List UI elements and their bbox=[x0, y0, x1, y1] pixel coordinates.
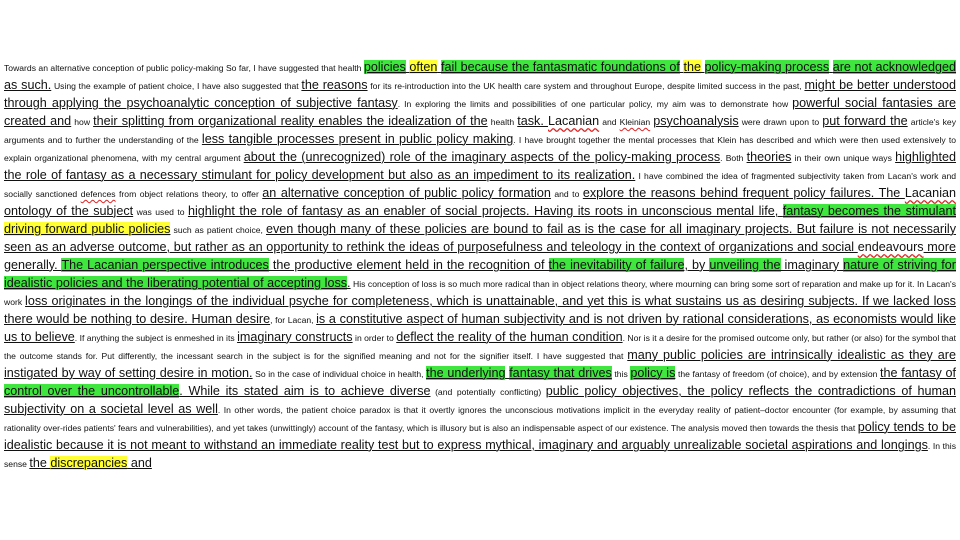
underlined-text: policy tends to be idealistic because it is not meant to withstand an immediate reality test but to express mythical, imaginary and arguably unrealizable societal aspirations and longings bbox=[4, 420, 956, 452]
green-highlight: fail because the fantasmatic foundations of bbox=[440, 60, 680, 74]
text-segment: and to bbox=[550, 189, 583, 199]
green-highlight: policy-making process bbox=[704, 60, 830, 74]
yellow-highlight: driving forward public policies bbox=[4, 222, 171, 236]
text-segment: So in the case of individual choice in health, bbox=[252, 369, 427, 379]
green-highlight: The Lacanian perspective introduces bbox=[61, 258, 269, 272]
text-segment: the fantasy of freedom (of choice), and by extension bbox=[675, 369, 880, 379]
underlined-text: deflect the reality of the human condition bbox=[396, 330, 623, 344]
underlined-text: . bbox=[347, 276, 351, 290]
underlined-text: psychoanalysis bbox=[653, 114, 739, 128]
underlined-text: about the (unrecognized) role of the imaginary aspects of the policy-making process bbox=[243, 150, 721, 164]
green-highlight: policies bbox=[363, 60, 406, 74]
text-segment: . I have brought together the mental processes that Klein has described and which were then used extensively to explain organizational phenomena, with my central argument bbox=[4, 135, 956, 163]
underlined-text: loss originates in the longings of the individual psyche for completeness, which is unattainable, and yet this is what sustains us as desiring subjects. If we lacked loss there would be nothing to desire. Human desire bbox=[4, 294, 956, 326]
underlined-text: as such. bbox=[4, 78, 52, 92]
document-body bbox=[4, 58, 956, 472]
underlined-text: highlighted the role of fantasy as a necessary stimulant for policy development but also as an impediment to its realization. bbox=[4, 150, 957, 182]
green-highlight: policy is bbox=[630, 366, 676, 380]
text-segment: Using the example of patient choice, I have also suggested that bbox=[51, 81, 302, 91]
underlined-text: , by bbox=[684, 258, 710, 272]
underlined-text: ontology of the subject bbox=[4, 204, 134, 218]
underlined-text: explore the reasons behind frequent policy failures. The bbox=[582, 186, 905, 200]
yellow-highlight: often bbox=[409, 60, 438, 74]
text-segment: . Nor is it a desire for the promised outcome only, but rather (or also) for the symbol that the outcome stands for. Put differently, the incessant search in the subject is for the signified meaning and not for the signifier itself. I have suggested that bbox=[4, 333, 957, 361]
underlined-text: powerful social fantasies are created and bbox=[4, 96, 956, 128]
underlined-text: imaginary constructs bbox=[237, 330, 353, 344]
underlined-text: task. bbox=[517, 114, 549, 128]
green-highlight: are not acknowledged bbox=[832, 60, 957, 74]
underlined-text: the reasons bbox=[301, 78, 368, 92]
underlined-text: more generally. bbox=[4, 240, 956, 272]
text-segment: article's key arguments and to further the understanding of the bbox=[4, 117, 956, 145]
text-segment: such as patient choice, bbox=[170, 225, 266, 235]
text-segment: this bbox=[611, 369, 631, 379]
underlined-text bbox=[701, 60, 705, 74]
underlined-text: the productive element held in the recognition of bbox=[268, 258, 549, 272]
underlined-text: less tangible processes present in public policy making bbox=[201, 132, 514, 146]
underlined-text: is a constitutive aspect of human subjectivity and is not driven by rational considerations, as economists would like us to believe bbox=[4, 312, 956, 344]
text-segment: health bbox=[487, 117, 518, 127]
green-highlight: unveiling the bbox=[709, 258, 781, 272]
text-segment: from object relations theory, to offer bbox=[115, 189, 263, 199]
text-segment: for its re-introduction into the UK health care system and throughout Europe, despite limited success in the past, bbox=[367, 81, 805, 91]
underlined-text: might be better understood through applying the psychoanalytic conception of subjective fantasy bbox=[4, 78, 957, 110]
spellcheck-word: endeavours bbox=[857, 240, 924, 254]
underlined-text: an alternative conception of public policy formation bbox=[262, 186, 551, 200]
underlined-text: . While its stated aim is to achieve diverse bbox=[179, 384, 431, 398]
text-segment: His conception of loss is so much more radical than in object relations theory, where mourning can bring some sort of reparation and make up for it. In Lacan's work bbox=[4, 279, 956, 307]
green-highlight: nature of striving for idealistic policies and the liberating potential of accepting loss bbox=[4, 258, 956, 290]
underlined-text: their splitting from organizational reality enables the idealization of the bbox=[93, 114, 488, 128]
underlined-text: imaginary bbox=[780, 258, 844, 272]
underlined-text: the bbox=[29, 456, 51, 470]
text-segment: (and potentially conflicting) bbox=[430, 387, 546, 397]
text-segment: were drawn upon to bbox=[738, 117, 823, 127]
text-segment: and bbox=[599, 117, 620, 127]
text-segment: , for Lacan, bbox=[270, 315, 317, 325]
spellcheck-word: defences bbox=[80, 189, 116, 199]
green-highlight: the underlying bbox=[426, 366, 506, 380]
underlined-text: put forward the bbox=[822, 114, 908, 128]
text-segment: was used to bbox=[133, 207, 188, 217]
green-highlight: the inevitability of failure bbox=[548, 258, 685, 272]
yellow-highlight: the bbox=[683, 60, 701, 74]
text-segment: . Both bbox=[720, 153, 747, 163]
text-segment: I have combined the idea of fragmented subjectivity taken from Lacan's work and socially sanctioned bbox=[4, 171, 957, 199]
green-highlight: fantasy becomes the stimulant bbox=[782, 204, 956, 218]
underlined-text: even though many of these policies are bound to fail as is the case for all imaginary projects. But failure is not necessarily seen as an adverse outcome, but rather as an opportunity to rethink the ideas of purposefulness and teleology in the context of organizations and social bbox=[4, 222, 957, 254]
underlined-text: the fantasy of bbox=[879, 366, 957, 380]
underlined-text: and bbox=[127, 456, 152, 470]
spellcheck-word: Lacanian bbox=[548, 114, 600, 128]
text-segment: in order to bbox=[352, 333, 397, 343]
green-highlight: fantasy that drives bbox=[509, 366, 612, 380]
underlined-text: many public policies are intrinsically idealistic as they are instigated by way of setting desire in motion. bbox=[4, 348, 956, 380]
underlined-text: highlight the role of fantasy as an enabler of social projects. Having its roots in unconscious mental life, bbox=[187, 204, 783, 218]
text-segment: Towards an alternative conception of public policy-making So far, I have suggested that health bbox=[4, 63, 364, 73]
text-segment: . If anything the subject is enmeshed in its bbox=[74, 333, 238, 343]
spellcheck-word: Lacanian bbox=[904, 186, 956, 200]
text-segment: . In exploring the limits and possibilities of one particular policy, my aim was to demonstrate how bbox=[397, 99, 793, 109]
text-segment: how bbox=[71, 117, 94, 127]
text-segment: in their own unique ways bbox=[791, 153, 896, 163]
underlined-text: public policy objectives, the policy reflects the contradictions of human subjectivity on a societal level as well bbox=[4, 384, 957, 416]
spellcheck-word: Kleinian bbox=[619, 117, 651, 127]
underlined-text: theories bbox=[746, 150, 792, 164]
text-segment: . In other words, the patient choice paradox is that it overtly ignores the unconscious motivations implicit in the everyday reality of patient–doctor encounter (for example, by assuming that rationality over-rides patients' fears and vulnerabilities), and yet takes (unwittingly) account of the fantasy, which is illusory but is also an indispensable aspect of our existence. The analysis moved then towards the thesis that bbox=[4, 405, 956, 433]
text-segment: . In this sense bbox=[4, 441, 957, 469]
green-highlight: control over the uncontrollable bbox=[4, 384, 180, 398]
yellow-highlight: discrepancies bbox=[50, 456, 128, 470]
